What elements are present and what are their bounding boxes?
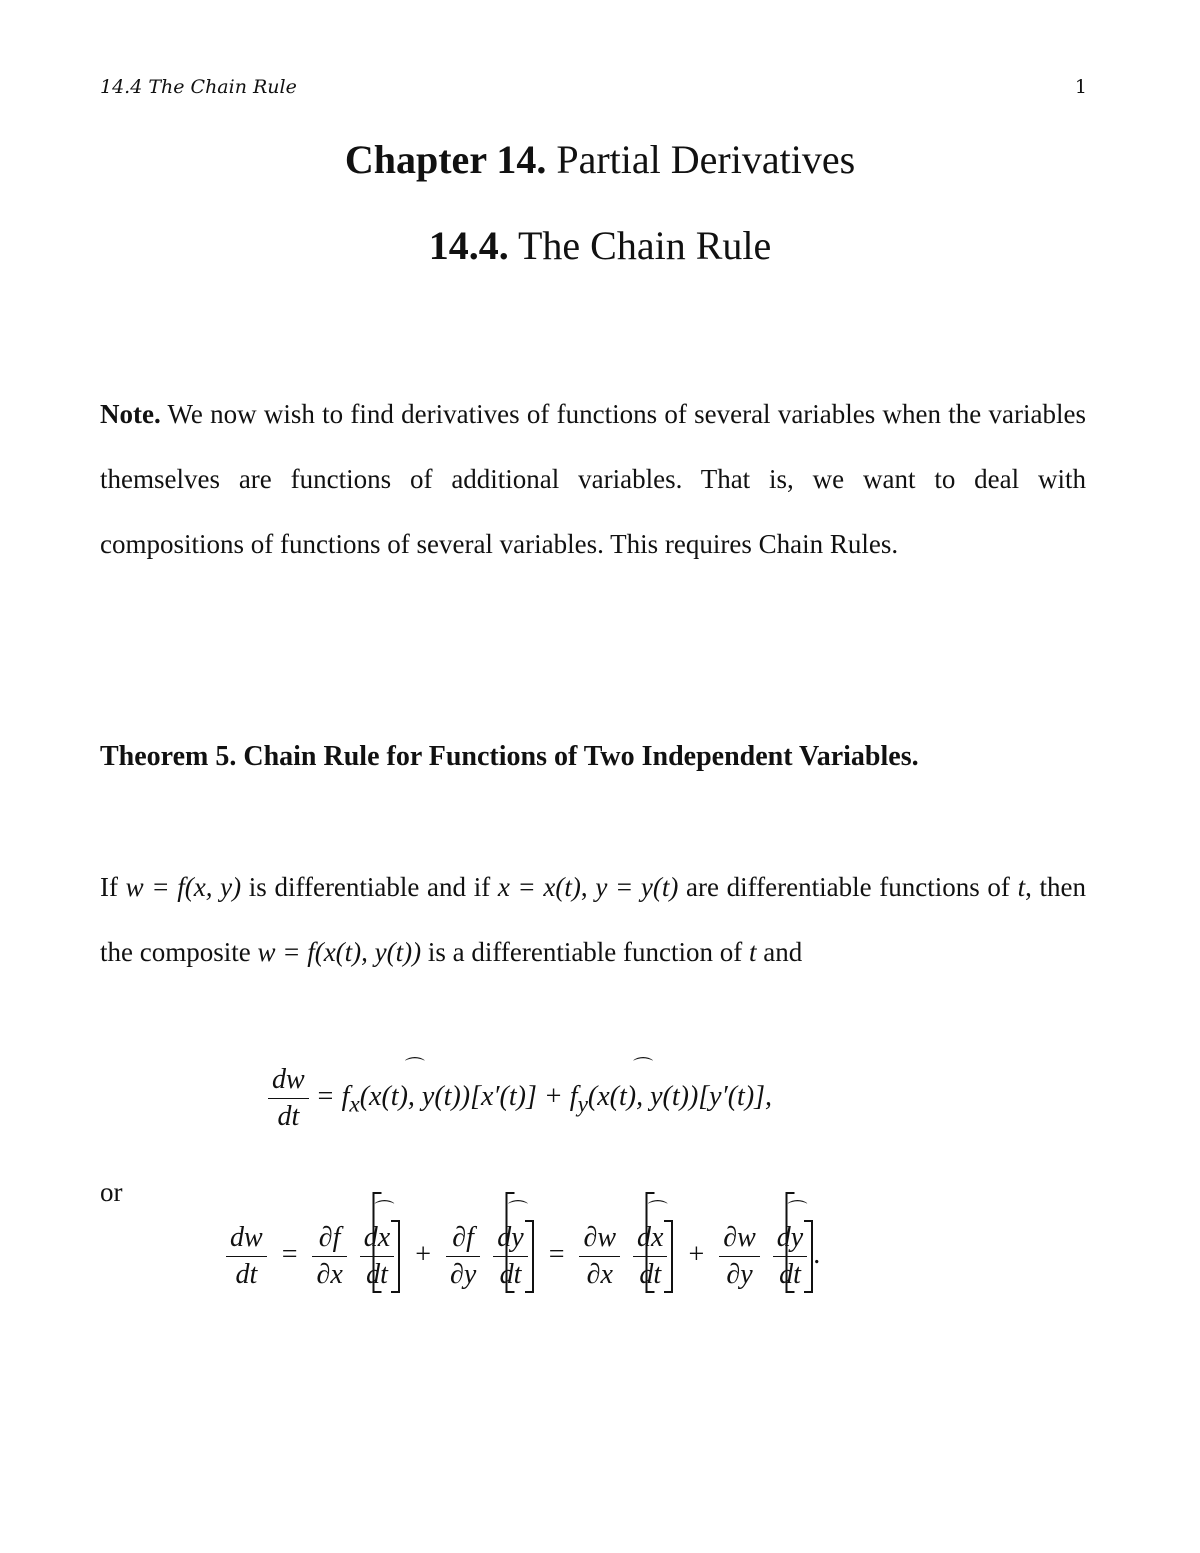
eq2-df-dy <box>446 1222 480 1291</box>
eq2-df-dx-num: ∂f <box>312 1222 346 1257</box>
eq1-lhs-den: dt <box>277 1101 300 1132</box>
eq2-dt-den-2: dt <box>499 1259 522 1290</box>
eq2-df-dy-den: ∂y <box>449 1259 477 1290</box>
stmt-text-7: and <box>756 937 803 967</box>
theorem-title: Theorem 5. Chain Rule for Functions of Two Independent Variables. <box>100 741 919 772</box>
eq2-dy-num-1: ⌒ dy <box>493 1222 527 1257</box>
eq2-plus-1: + <box>415 1238 431 1270</box>
equation-2 <box>226 1222 820 1291</box>
eq2-dw-dx-den: ∂x <box>586 1259 613 1290</box>
eq2-dt-den-4: dt <box>779 1259 801 1290</box>
eq2-dw-dy-den: ∂y <box>726 1259 753 1290</box>
note-paragraph <box>100 382 1086 577</box>
stmt-text-6: is a differentiable function of <box>421 937 750 967</box>
eq2-dx-num-2: ⌒ dx <box>633 1222 667 1257</box>
page-number: 1 <box>1074 76 1087 98</box>
eq1-deriv-a: [x′(t)] <box>470 1080 537 1112</box>
eq2-dt-den-3: dt <box>639 1259 662 1290</box>
eq2-dy-num-2: ⌒ dy <box>773 1222 807 1257</box>
note-label: Note. <box>100 399 161 429</box>
running-header-title: 14.4 The Chain Rule <box>100 76 297 98</box>
stmt-text-2: is differentiable and if <box>241 872 498 902</box>
eq2-df-dx-den: ∂x <box>316 1259 343 1290</box>
stmt-text-4: are differentiable functions of <box>678 872 1018 902</box>
stmt-text-5: , then the composite <box>100 872 1086 967</box>
theorem-statement <box>100 855 1086 985</box>
eq2-dw-dx-num: ∂w <box>579 1222 620 1257</box>
note-text: We now wish to find derivatives of functions of several variables when the variables themselves are functions of additional variables. That is, we want to deal with compositions of functions of several variables. This requires Chain Rules. <box>100 399 1086 559</box>
eq2-period: . <box>813 1238 821 1270</box>
eq2-dt-den-1: dt <box>366 1259 388 1290</box>
eq2-dw-dy-num: ∂w <box>719 1222 760 1257</box>
eq2-lhs-num: dw <box>226 1222 267 1257</box>
eq1-lhs-num: dw <box>268 1064 309 1099</box>
stmt-text-3: , <box>580 872 596 902</box>
eq2-lhs-den: dt <box>235 1259 258 1290</box>
eq2-bracket-dx-2 <box>627 1222 673 1291</box>
stmt-math-1: w = f(x, y) <box>125 872 242 902</box>
eq2-lhs <box>226 1222 267 1291</box>
eq1-lhs-fraction <box>268 1064 309 1133</box>
eq1-arg-b: ⌒ (x(t), y(t)) <box>588 1081 698 1113</box>
eq1-sub-x: x <box>349 1091 360 1118</box>
eq2-equals-2: = <box>548 1238 565 1270</box>
eq2-df-dx <box>312 1222 346 1291</box>
stmt-math-6: t <box>749 937 757 967</box>
eq2-bracket-dx-1 <box>354 1222 400 1291</box>
eq2-bracket-dy-1 <box>487 1222 533 1291</box>
stmt-math-2: x = x(t) <box>497 872 581 902</box>
eq2-equals-1: = <box>281 1238 298 1270</box>
stmt-math-4: t <box>1017 872 1026 902</box>
chapter-title <box>0 136 1200 183</box>
eq2-dx-num-1: ⌒ dx <box>360 1222 394 1257</box>
eq2-dw-dy <box>719 1222 760 1291</box>
eq2-df-dy-num: ∂f <box>446 1222 480 1257</box>
eq2-bracket-dy-2 <box>767 1222 813 1291</box>
eq1-plus-f: + f <box>543 1080 578 1112</box>
stmt-math-5: w = f(x(t), y(t)) <box>257 937 422 967</box>
section-title-rest: The Chain Rule <box>508 223 772 268</box>
stmt-text-1: If <box>100 872 126 902</box>
or-word: or <box>100 1177 123 1207</box>
eq1-arg-a: ⌒ (x(t), y(t)) <box>360 1081 470 1113</box>
stmt-math-3: y = y(t) <box>595 872 679 902</box>
eq2-dw-dx <box>579 1222 620 1291</box>
chapter-title-bold: Chapter 14. <box>344 137 547 182</box>
eq2-plus-2: + <box>688 1238 705 1270</box>
eq1-deriv-b: [y′(t)], <box>698 1080 773 1112</box>
section-title-bold: 14.4. <box>428 223 509 268</box>
eq1-f: = f <box>315 1080 350 1112</box>
equation-1 <box>268 1064 772 1133</box>
eq1-sub-y: y <box>577 1091 588 1118</box>
section-title <box>0 222 1200 269</box>
chapter-title-rest: Partial Derivatives <box>546 137 856 182</box>
